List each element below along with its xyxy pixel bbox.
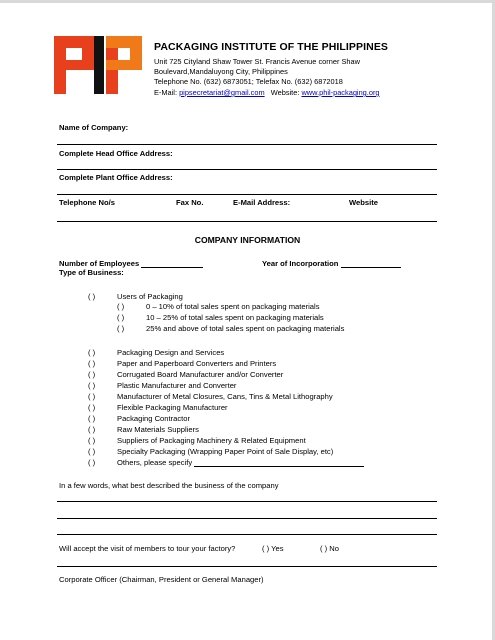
- email-label: E-Mail:: [154, 88, 177, 97]
- packaging-pct-checkbox-2[interactable]: ( ): [117, 313, 125, 322]
- visit-question: Will accept the visit of members to tour your factory?: [59, 544, 236, 553]
- others-specify-line[interactable]: [194, 458, 364, 467]
- company-name-line[interactable]: [57, 144, 437, 145]
- website-field-label: Website: [349, 198, 378, 207]
- packaging-pct-checkbox-1[interactable]: ( ): [117, 302, 125, 311]
- business-type-option: Specialty Packaging (Wrapping Paper Point of Sale Display, etc): [117, 447, 334, 456]
- visit-underline: [57, 566, 437, 567]
- packaging-pct-option-1: 0 – 10% of total sales spent on packaging materials: [146, 302, 320, 311]
- description-line-2[interactable]: [57, 518, 437, 519]
- year-field: [262, 259, 401, 268]
- business-type-checkbox[interactable]: ( ): [88, 370, 96, 379]
- telephone-label: Telephone No/s: [59, 198, 115, 207]
- business-type-option: Flexible Packaging Manufacturer: [117, 403, 228, 412]
- contact-line: [154, 88, 380, 97]
- visit-no-option[interactable]: ( ) No: [320, 544, 339, 553]
- business-type-checkbox[interactable]: ( ): [88, 381, 96, 390]
- business-type-checkbox[interactable]: ( ): [88, 348, 96, 357]
- business-type-checkbox[interactable]: ( ): [88, 392, 96, 401]
- users-packaging-label: Users of Packaging: [117, 292, 183, 301]
- business-type-checkbox[interactable]: ( ): [88, 414, 96, 423]
- business-type-checkbox[interactable]: ( ): [88, 425, 96, 434]
- address-line-2: Boulevard,Mandaluyong City, Philippines: [154, 67, 288, 76]
- packaging-pct-option-3: 25% and above of total sales spent on packaging materials: [146, 324, 345, 333]
- email-address-label: E-Mail Address:: [233, 198, 291, 207]
- description-question: In a few words, what best described the business of the company: [59, 481, 279, 490]
- employees-input-line[interactable]: [141, 259, 203, 268]
- year-input-line[interactable]: [341, 259, 401, 268]
- business-type-checkbox[interactable]: ( ): [88, 447, 96, 456]
- company-info-title: COMPANY INFORMATION: [194, 235, 301, 245]
- business-type-option: Corrugated Board Manufacturer and/or Converter: [117, 370, 284, 379]
- business-type-option: Packaging Design and Services: [117, 348, 225, 357]
- head-office-line[interactable]: [57, 169, 437, 170]
- website-link[interactable]: www.phil-packaging.org: [301, 88, 380, 97]
- corporate-officer-label: Corporate Officer (Chairman, President or General Manager): [59, 575, 264, 584]
- business-type-option: Raw Materials Suppliers: [117, 425, 199, 434]
- employees-field: [59, 259, 203, 268]
- others-specify-field: [117, 458, 364, 467]
- page-frame-top: [0, 0, 495, 3]
- head-office-label: Complete Head Office Address:: [59, 149, 173, 158]
- packaging-pct-option-2: 10 – 25% of total sales spent on packaging materials: [146, 313, 324, 322]
- others-specify-label: Others, please specify: [117, 458, 193, 467]
- business-type-option: Plastic Manufacturer and Converter: [117, 381, 237, 390]
- phone-line: Telephone No. (632) 6873051; Telefax No. (632) 6872018: [154, 77, 343, 86]
- business-type-checkbox[interactable]: ( ): [88, 359, 96, 368]
- plant-office-label: Complete Plant Office Address:: [59, 173, 173, 182]
- business-type-option: Suppliers of Packaging Machinery & Related Equipment: [117, 436, 306, 445]
- fax-label: Fax No.: [176, 198, 204, 207]
- company-name-label: Name of Company:: [59, 123, 129, 132]
- employees-label: Number of Employees: [59, 259, 140, 268]
- business-type-option: Packaging Contractor: [117, 414, 191, 423]
- users-packaging-checkbox[interactable]: ( ): [88, 292, 96, 301]
- description-line-1[interactable]: [57, 501, 437, 502]
- description-line-3[interactable]: [57, 534, 437, 535]
- business-type-label: Type of Business:: [59, 268, 124, 277]
- business-type-option: Paper and Paperboard Converters and Printers: [117, 359, 277, 368]
- visit-yes-option[interactable]: ( ) Yes: [262, 544, 284, 553]
- pip-logo: [54, 36, 144, 94]
- business-type-checkbox[interactable]: ( ): [88, 436, 96, 445]
- plant-office-line[interactable]: [57, 194, 437, 195]
- website-label: Website:: [270, 88, 300, 97]
- business-type-option: Manufacturer of Metal Closures, Cans, Tins & Metal Lithography: [117, 392, 333, 401]
- packaging-pct-checkbox-3[interactable]: ( ): [117, 324, 125, 333]
- email-link[interactable]: pipsecretariat@gmail.com: [179, 88, 265, 97]
- address-line-1: Unit 725 Cityland Shaw Tower St. Francis Avenue corner Shaw: [154, 57, 360, 66]
- business-type-checkbox[interactable]: ( ): [88, 458, 96, 467]
- year-label: Year of Incorporation: [262, 259, 339, 268]
- org-name: PACKAGING INSTITUTE OF THE PHILIPPINES: [154, 41, 389, 53]
- contact-line-underline[interactable]: [57, 221, 437, 222]
- business-type-checkbox[interactable]: ( ): [88, 403, 96, 412]
